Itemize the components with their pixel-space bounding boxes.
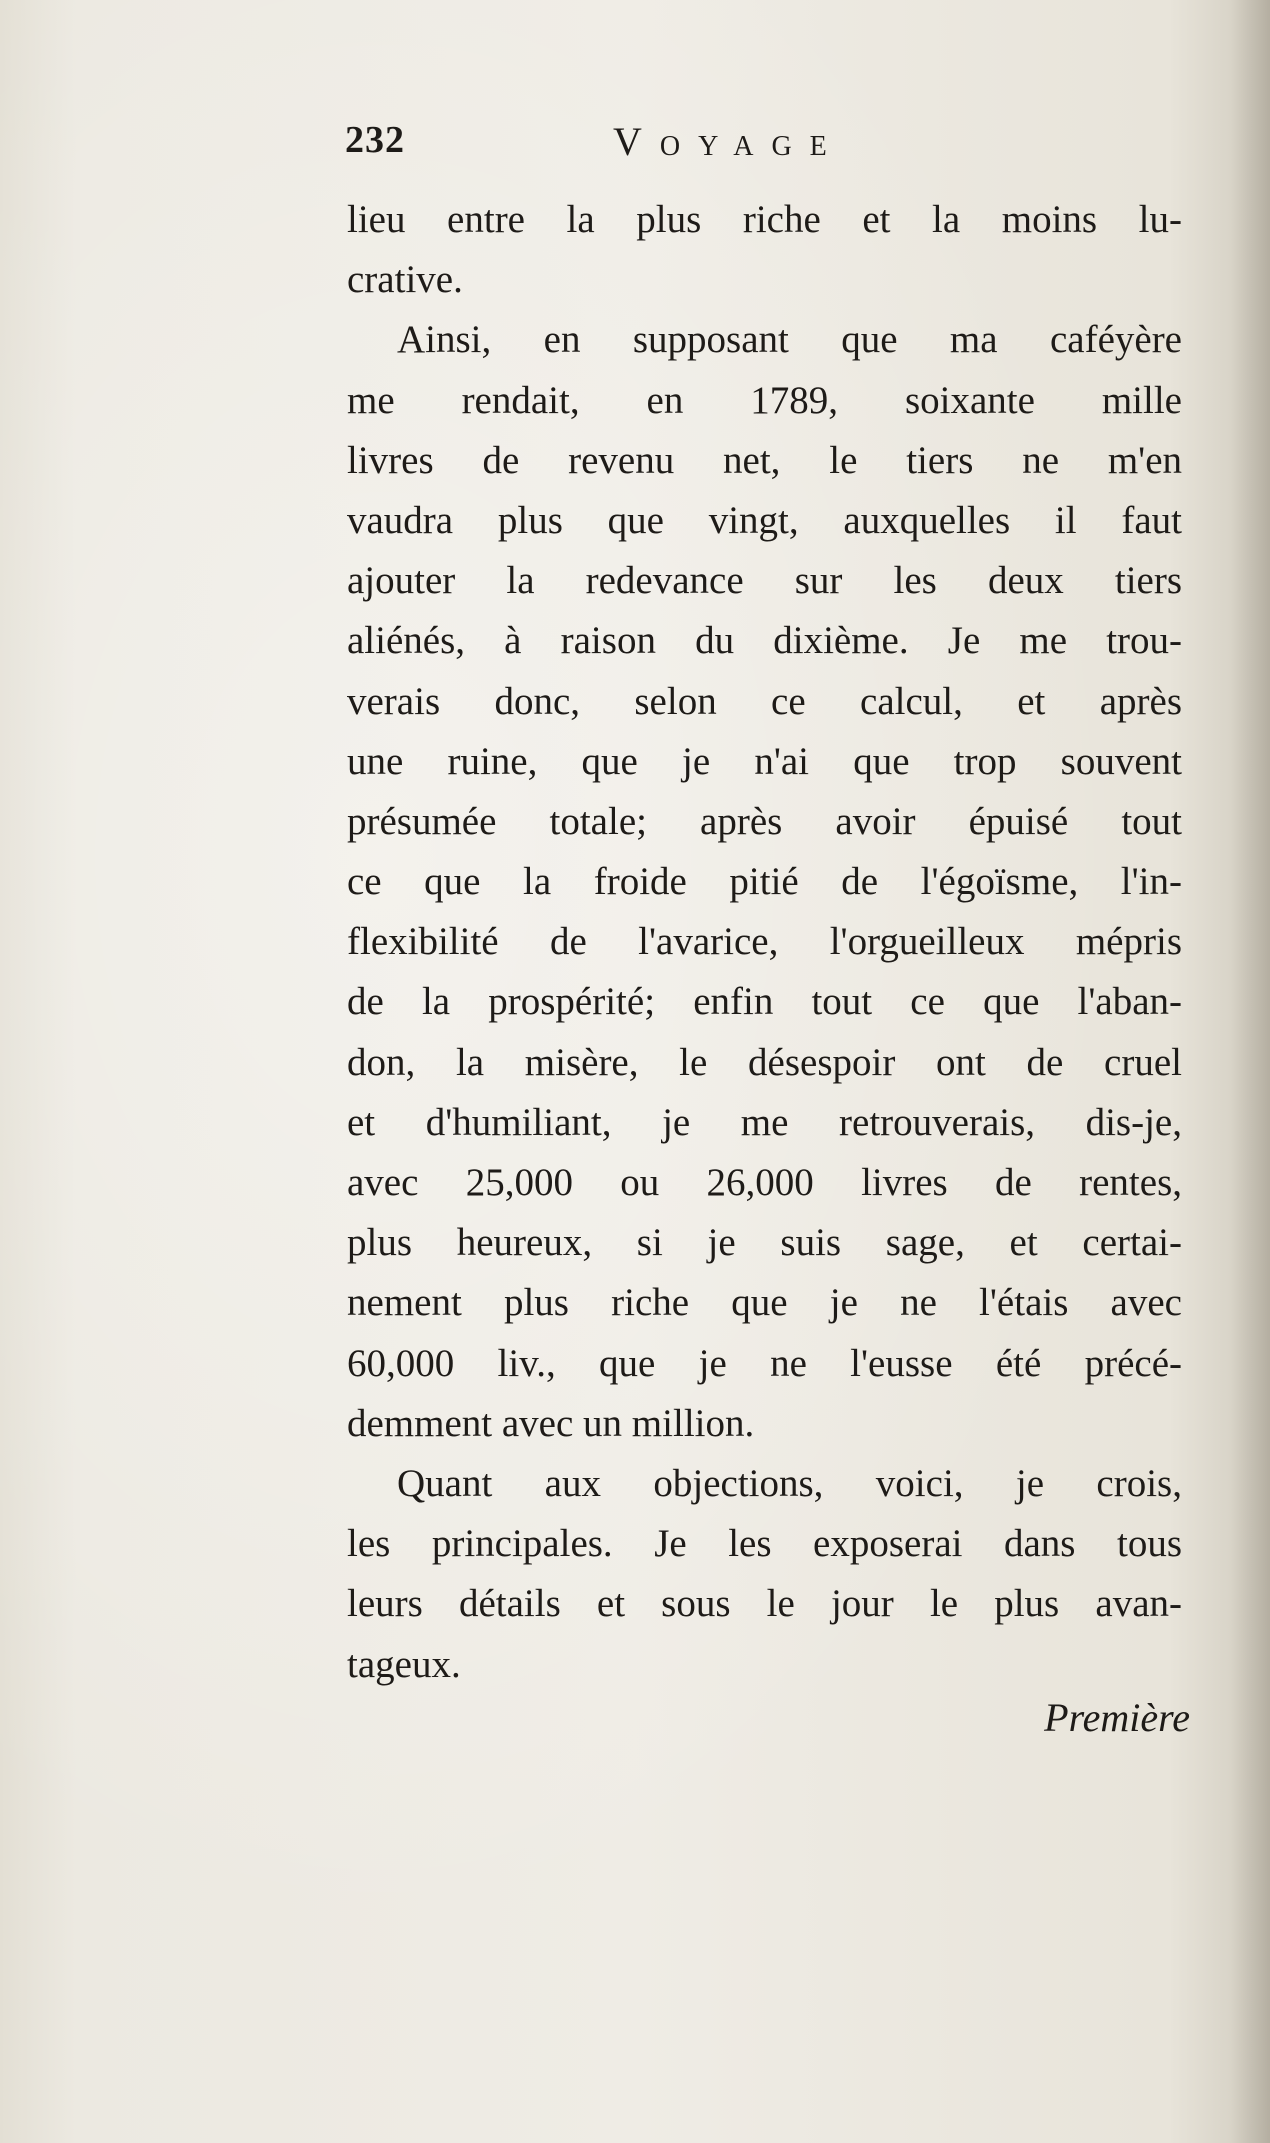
text-line: avec 25,000 ou 26,000 livres de rentes, xyxy=(347,1161,1182,1204)
text-line: et d'humiliant, je me retrouverais, dis-je, xyxy=(347,1100,1182,1144)
text-line: les principales. Je les exposerai dans tous xyxy=(347,1522,1182,1566)
text-line: livres de revenu net, le tiers ne m'en xyxy=(347,438,1182,482)
running-head: Voyage xyxy=(613,119,845,164)
text-line: nement plus riche que je ne l'étais avec xyxy=(347,1281,1182,1325)
text-line: plus heureux, si je suis sage, et certai- xyxy=(347,1221,1182,1265)
text-line: leurs détails et sous le jour le plus avan- xyxy=(347,1582,1182,1626)
text-line: présumée totale; après avoir épuisé tout xyxy=(347,799,1182,843)
text-line: vaudra plus que vingt, auxquelles il faut xyxy=(347,498,1182,542)
text-line: ce que la froide pitié de l'égoïsme, l'in- xyxy=(347,860,1182,904)
page-number: 232 xyxy=(345,119,405,161)
text-line: Ainsi, en supposant que ma caféyère xyxy=(397,318,1182,362)
text-line: de la prospérité; enfin tout ce que l'aban- xyxy=(347,980,1182,1024)
text-line: ajouter la redevance sur les deux tiers xyxy=(347,559,1182,603)
gutter-shadow xyxy=(1230,0,1270,2143)
page-header xyxy=(345,118,1185,168)
text-line: aliénés, à raison du dixième. Je me trou- xyxy=(347,619,1182,663)
text-line: verais donc, selon ce calcul, et après xyxy=(347,679,1182,723)
text-line: me rendait, en 1789, soixante mille xyxy=(347,378,1182,422)
text-line: tageux. xyxy=(347,1642,461,1686)
text-line: Quant aux objections, voici, je crois, xyxy=(397,1461,1182,1505)
catchword: Première xyxy=(1044,1695,1190,1740)
text-line: 60,000 liv., que je ne l'eusse été précé- xyxy=(347,1341,1182,1385)
text-line: une ruine, que je n'ai que trop souvent xyxy=(347,739,1182,783)
text-line: don, la misère, le désespoir ont de cruel xyxy=(347,1040,1182,1084)
text-line: demment avec un million. xyxy=(347,1401,755,1445)
text-line: flexibilité de l'avarice, l'orgueilleux mépris xyxy=(347,920,1182,964)
text-line: crative. xyxy=(347,258,463,302)
body-text xyxy=(347,190,1182,1695)
text-line: lieu entre la plus riche et la moins lu- xyxy=(347,198,1182,241)
